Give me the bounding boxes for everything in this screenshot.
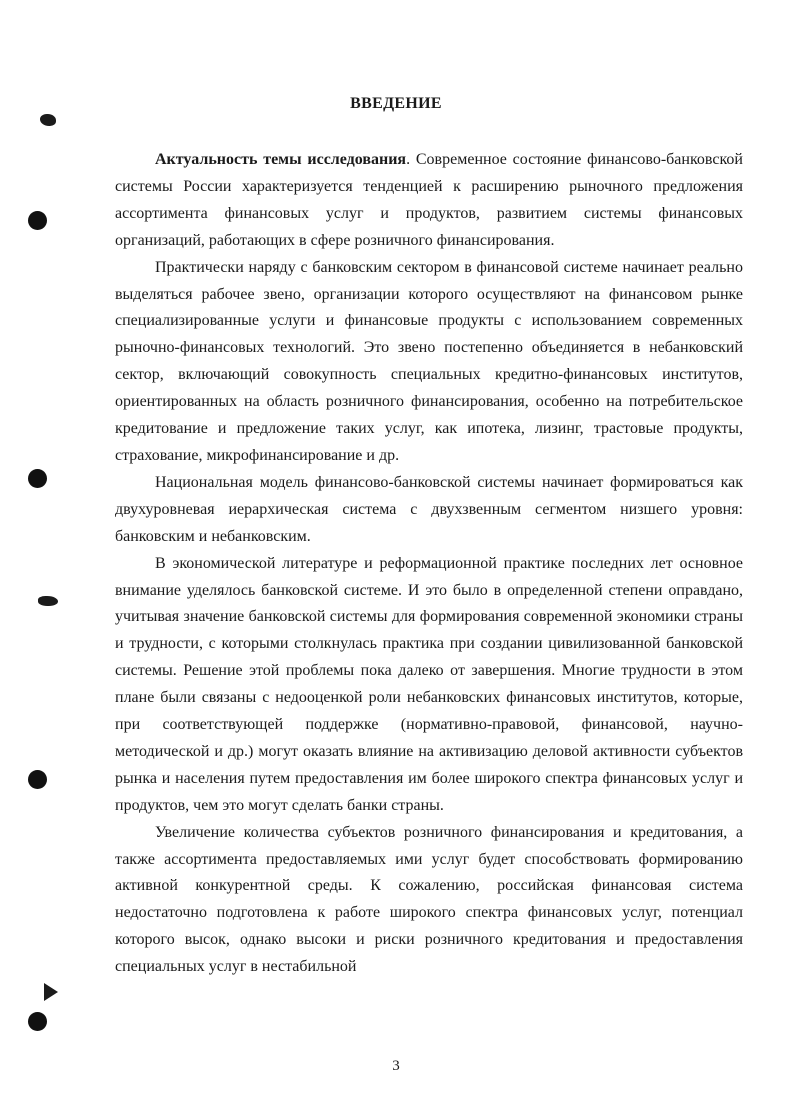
paragraph-2: Практически наряду с банковским сектором в финансовой системе начинает реально выделяться рабочее звено, организации которого осуществляют на финансовом рынке специализированные услуги и финансовые продукты с использованием современных рыночно-финансовых технологий. Это звено постепенно объединяется в небанковский сектор, включающий совокупность специальных кредитно-финансовых институтов, ориентированных на область розничного финансирования, особенно на потребительское кредитование и предложение таких услуг, как ипотека, лизинг, трастовые продукты, страхование, микрофинансирование и др. (115, 258, 743, 464)
paragraph-3: Национальная модель финансово-банковской системы начинает формироваться как двухуровневая иерархическая система с двухзвенным сегментом низшего уровня: банковским и небанковским. (115, 473, 743, 545)
binding-hole-4 (28, 1012, 47, 1031)
binding-hole-2 (28, 469, 47, 488)
scan-mark-arrow (44, 983, 58, 1001)
scan-mark-top (40, 114, 56, 126)
binding-hole-3 (28, 770, 47, 789)
page-number: 3 (392, 1058, 400, 1074)
body-text (115, 147, 743, 981)
scan-mark-middle (38, 596, 58, 606)
paragraph-1-text: . Современное состояние финансово-банковской системы России характеризуется тенденцией к расширению рыночного предложения ассортимента финансовых услуг и продуктов, развитием системы финансовых организаций, работающих в сфере розничного финансирования. (115, 151, 743, 249)
binding-hole-1 (28, 211, 47, 230)
paragraph-1-lead: Актуальность темы исследования (155, 151, 407, 168)
paragraph-4: В экономической литературе и реформационной практике последних лет основное внимание уделялось банковской системе. И это было в определенной степени оправдано, учитывая значение банковской системы для формирования современной экономики страны и трудности, с которыми столкнулась практика при создании цивилизованной банковской системы. Решение этой проблемы пока далеко от завершения. Многие трудности в этом плане были связаны с недооценкой роли небанковских финансовых институтов, которые, при соответствующей поддержке (нормативно-правовой, финансовой, научно-методической и др.) могут оказать влияние на активизацию деловой активности субъектов рынка и населения путем предоставления им более широкого спектра финансовых услуг и продуктов, чем это могут сделать банки страны. (115, 554, 743, 814)
page-title: ВВЕДЕНИЕ (350, 95, 442, 112)
paragraph-1 (115, 147, 743, 255)
paragraph-5: Увеличение количества субъектов розничного финансирования и кредитования, а также ассортимента предоставляемых ими услуг будет способствовать формированию активной конкурентной среды. К сожалению, российская финансовая система недостаточно подготовлена к работе широкого спектра финансовых услуг, потенциал которого высок, однако высоки и риски розничного кредитования и предоставления специальных услуг в нестабильной (115, 823, 743, 976)
